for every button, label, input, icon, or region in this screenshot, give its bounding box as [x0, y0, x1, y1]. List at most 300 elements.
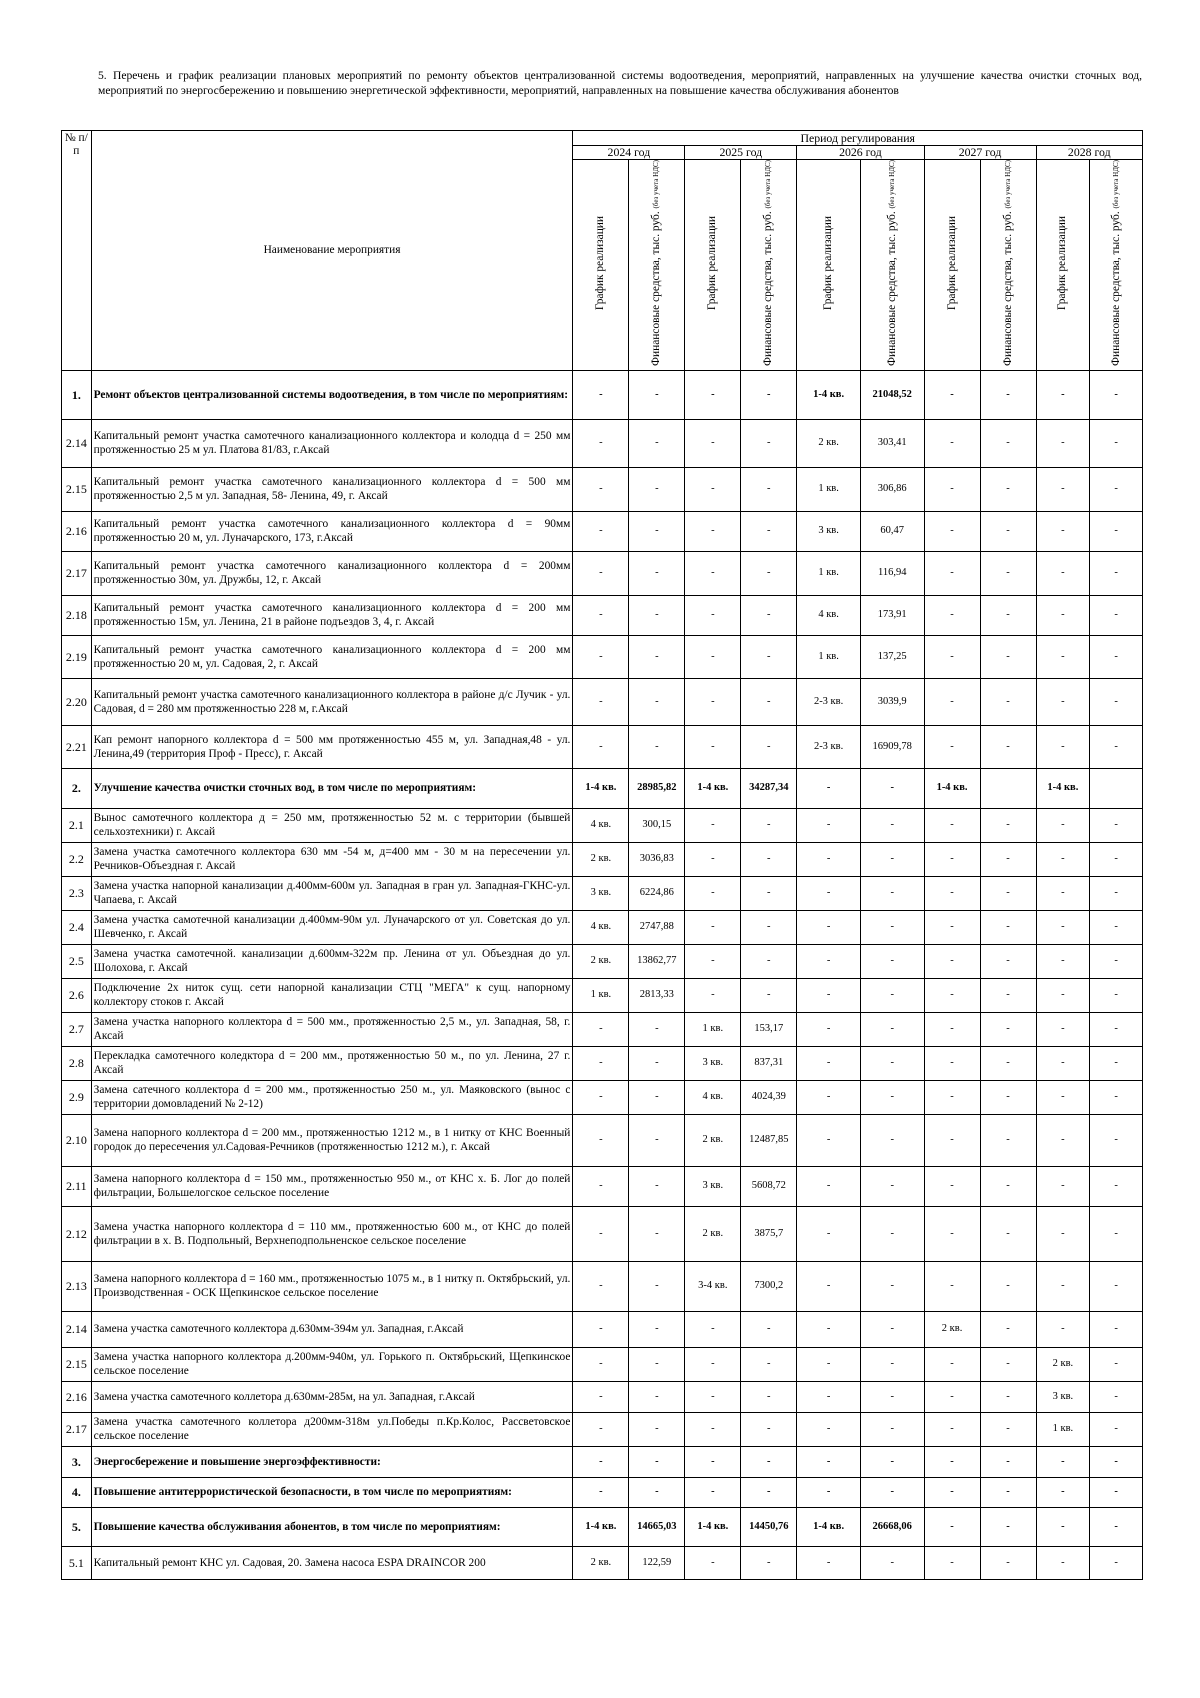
row-name: Перекладка самотечного коледктора d = 200 мм., протяженностью 50 м., по ул. Ленина, 27 г. Аксай — [91, 1046, 573, 1080]
table-row — [62, 1166, 1143, 1206]
row-schedule-cell: - — [924, 808, 980, 842]
row-finance-cell: - — [629, 1477, 685, 1507]
row-schedule-cell: - — [924, 876, 980, 910]
header-schedule-label: График реализации — [594, 215, 607, 311]
section-row — [62, 370, 1143, 419]
row-schedule-cell: 4 кв. — [573, 808, 629, 842]
row-finance-cell: - — [629, 1446, 685, 1477]
row-finance-cell: - — [1090, 635, 1143, 678]
row-name: Капитальный ремонт участка самотечного канализационного коллектора в районе д/с Лучик - ул. Садовая, d = 280 мм протяженностью 228 м, г.Аксай — [91, 678, 573, 725]
row-schedule-cell: - — [924, 1507, 980, 1546]
row-schedule-cell: - — [924, 551, 980, 595]
row-finance-cell: 14450,76 — [741, 1507, 797, 1546]
row-schedule-cell: - — [573, 595, 629, 635]
row-finance-cell: 12487,85 — [741, 1114, 797, 1166]
row-schedule-cell: 1 кв. — [797, 467, 861, 511]
row-number: 2. — [62, 768, 92, 808]
row-finance-cell: - — [741, 551, 797, 595]
table-row — [62, 978, 1143, 1012]
row-name: Замена участка самотечного коллектора д.630мм-394м ул. Западная, г.Аксай — [91, 1311, 573, 1347]
table-row — [62, 595, 1143, 635]
row-finance-cell: - — [1090, 1311, 1143, 1347]
row-schedule-cell: - — [573, 1347, 629, 1381]
row-finance-cell: - — [980, 419, 1036, 467]
row-schedule-cell: 2-3 кв. — [797, 678, 861, 725]
row-schedule-cell: 1-4 кв. — [573, 768, 629, 808]
row-schedule-cell: - — [924, 1477, 980, 1507]
table-row — [62, 910, 1143, 944]
row-schedule-cell: - — [685, 1546, 741, 1579]
header-num: № п/п — [62, 131, 92, 371]
row-name: Замена участка самотечного коллектора 630 мм -54 м, д=400 мм - 30 м на пересечении ул. Речников-Объездная г. Аксай — [91, 842, 573, 876]
row-schedule-cell: - — [1036, 370, 1090, 419]
row-finance-cell: - — [629, 595, 685, 635]
row-finance-cell: - — [741, 1477, 797, 1507]
row-finance-cell: - — [860, 1012, 924, 1046]
row-schedule-cell: - — [1036, 511, 1090, 551]
row-schedule-cell: 2 кв. — [573, 944, 629, 978]
row-schedule-cell: - — [797, 768, 861, 808]
row-finance-cell: - — [1090, 1546, 1143, 1579]
row-schedule-cell: 1-4 кв. — [685, 1507, 741, 1546]
row-schedule-cell: 2 кв. — [1036, 1347, 1090, 1381]
row-schedule-cell: - — [797, 1012, 861, 1046]
table-row — [62, 551, 1143, 595]
section-row — [62, 1446, 1143, 1477]
row-finance-cell: - — [629, 1206, 685, 1261]
row-schedule-cell: - — [924, 842, 980, 876]
row-schedule-cell: - — [573, 1477, 629, 1507]
row-finance-cell: - — [980, 876, 1036, 910]
row-number: 4. — [62, 1477, 92, 1507]
header-finance — [980, 160, 1036, 371]
row-schedule-cell: - — [924, 1046, 980, 1080]
row-number: 2.14 — [62, 419, 92, 467]
measures-table — [61, 130, 1143, 1580]
table-row — [62, 808, 1143, 842]
row-finance-cell — [980, 768, 1036, 808]
header-finance-main: Финансовые средства, тыс. руб. — [1109, 208, 1122, 366]
row-finance-cell: - — [741, 595, 797, 635]
row-finance-cell: - — [980, 370, 1036, 419]
row-finance-cell: - — [860, 910, 924, 944]
header-finance-main: Финансовые средства, тыс. руб. — [650, 208, 663, 366]
row-finance-cell: - — [741, 1546, 797, 1579]
row-name: Капитальный ремонт участка самотечного канализационного коллектора и колодца d = 250 мм протяженностью 25 м ул. Платова 81/83, г.Аксай — [91, 419, 573, 467]
row-name: Подключение 2х ниток сущ. сети напорной канализации СТЦ "МЕГА" к сущ. напорному коллектору стоков г. Аксай — [91, 978, 573, 1012]
row-finance-cell: - — [629, 1166, 685, 1206]
row-schedule-cell: - — [573, 1080, 629, 1114]
row-number: 2.16 — [62, 511, 92, 551]
header-finance-main: Финансовые средства, тыс. руб. — [1001, 208, 1014, 366]
row-schedule-cell: - — [924, 1114, 980, 1166]
row-finance-cell: 16909,78 — [860, 725, 924, 768]
row-finance-cell: - — [860, 876, 924, 910]
row-schedule-cell: - — [685, 1412, 741, 1446]
row-name: Ремонт объектов централизованной системы водоотведения, в том числе по мероприятиям: — [91, 370, 573, 419]
row-schedule-cell: - — [1036, 876, 1090, 910]
row-schedule-cell: - — [797, 1446, 861, 1477]
row-schedule-cell: - — [797, 1114, 861, 1166]
row-finance-cell: - — [860, 1311, 924, 1347]
row-schedule-cell: - — [685, 808, 741, 842]
row-name: Капитальный ремонт участка самотечного канализационного коллектора d = 200 мм протяженностью 20 м, ул. Садовая, 2, г. Аксай — [91, 635, 573, 678]
row-finance-cell: - — [980, 1477, 1036, 1507]
row-finance-cell: - — [860, 1546, 924, 1579]
row-schedule-cell: 3-4 кв. — [685, 1261, 741, 1311]
row-schedule-cell: - — [573, 370, 629, 419]
row-finance-cell: 122,59 — [629, 1546, 685, 1579]
row-schedule-cell: - — [685, 595, 741, 635]
row-schedule-cell: - — [1036, 1311, 1090, 1347]
row-schedule-cell: - — [685, 842, 741, 876]
row-schedule-cell: - — [1036, 1261, 1090, 1311]
row-finance-cell: - — [741, 944, 797, 978]
row-number: 2.8 — [62, 1046, 92, 1080]
header-finance — [860, 160, 924, 371]
header-finance-main: Финансовые средства, тыс. руб. — [885, 208, 898, 366]
row-finance-cell: - — [629, 1080, 685, 1114]
row-schedule-cell: - — [573, 725, 629, 768]
row-finance-cell: - — [1090, 725, 1143, 768]
row-schedule-cell: - — [924, 678, 980, 725]
row-finance-cell: - — [860, 1261, 924, 1311]
row-name: Капитальный ремонт участка самотечного канализационного коллектора d = 90мм протяженностью 20 м, ул. Луначарского, 173, г.Аксай — [91, 511, 573, 551]
row-finance-cell: - — [741, 678, 797, 725]
row-schedule-cell: - — [685, 370, 741, 419]
row-name: Замена участка напорного коллектора д.200мм-940м, ул. Горького п. Октябрьский, Щепкинское сельское поселение — [91, 1347, 573, 1381]
row-schedule-cell: - — [797, 978, 861, 1012]
row-finance-cell: 28985,82 — [629, 768, 685, 808]
row-schedule-cell: - — [797, 1261, 861, 1311]
row-finance-cell: - — [980, 808, 1036, 842]
row-schedule-cell: - — [685, 551, 741, 595]
table-row — [62, 1114, 1143, 1166]
table-row — [62, 876, 1143, 910]
row-finance-cell: 60,47 — [860, 511, 924, 551]
header-finance-main: Финансовые средства, тыс. руб. — [762, 208, 775, 366]
row-finance-cell: 5608,72 — [741, 1166, 797, 1206]
row-schedule-cell: 1-4 кв. — [797, 1507, 861, 1546]
row-schedule-cell: 2 кв. — [685, 1206, 741, 1261]
row-finance-cell: - — [1090, 678, 1143, 725]
row-finance-cell: 7300,2 — [741, 1261, 797, 1311]
row-schedule-cell: - — [1036, 944, 1090, 978]
row-schedule-cell: - — [924, 419, 980, 467]
row-schedule-cell: - — [1036, 419, 1090, 467]
row-schedule-cell: - — [797, 910, 861, 944]
row-schedule-cell: - — [797, 1046, 861, 1080]
row-schedule-cell: - — [573, 1412, 629, 1446]
row-finance-cell: - — [629, 1114, 685, 1166]
row-schedule-cell: 1 кв. — [1036, 1412, 1090, 1446]
row-schedule-cell: - — [573, 1166, 629, 1206]
row-finance-cell: - — [1090, 1381, 1143, 1412]
row-finance-cell: - — [629, 551, 685, 595]
row-schedule-cell: - — [924, 467, 980, 511]
row-schedule-cell: - — [924, 1347, 980, 1381]
row-schedule-cell: - — [1036, 978, 1090, 1012]
row-finance-cell: - — [741, 1446, 797, 1477]
row-schedule-cell: - — [797, 1381, 861, 1412]
row-schedule-cell: - — [924, 1012, 980, 1046]
row-finance-cell: - — [860, 1114, 924, 1166]
row-finance-cell: - — [980, 1347, 1036, 1381]
row-schedule-cell: - — [797, 1347, 861, 1381]
row-schedule-cell: 2 кв. — [797, 419, 861, 467]
row-finance-cell: - — [1090, 511, 1143, 551]
row-finance-cell: - — [741, 1347, 797, 1381]
row-number: 2.20 — [62, 678, 92, 725]
row-schedule-cell: - — [1036, 551, 1090, 595]
row-finance-cell: - — [980, 944, 1036, 978]
row-schedule-cell: 1-4 кв. — [1036, 768, 1090, 808]
row-finance-cell: - — [629, 1261, 685, 1311]
row-finance-cell: - — [741, 725, 797, 768]
row-schedule-cell: - — [1036, 1046, 1090, 1080]
row-finance-cell: - — [860, 978, 924, 1012]
row-finance-cell: - — [980, 725, 1036, 768]
header-finance — [629, 160, 685, 371]
row-finance-cell: 2813,33 — [629, 978, 685, 1012]
header-finance — [1090, 160, 1143, 371]
row-name: Улучшение качества очистки сточных вод, в том числе по мероприятиям: — [91, 768, 573, 808]
row-number: 2.1 — [62, 808, 92, 842]
header-finance-label — [762, 160, 775, 366]
row-name: Вынос самотечного коллектора д = 250 мм, протяженностью 52 м. с территории (бывшей сельхозтехники) г. Аксай — [91, 808, 573, 842]
row-finance-cell: - — [629, 1311, 685, 1347]
row-schedule-cell: 1-4 кв. — [685, 768, 741, 808]
header-name: Наименование мероприятия — [91, 131, 573, 371]
row-finance-cell: - — [860, 1046, 924, 1080]
table-row — [62, 467, 1143, 511]
row-finance-cell: - — [741, 511, 797, 551]
row-schedule-cell: - — [685, 467, 741, 511]
row-schedule-cell: - — [573, 511, 629, 551]
row-finance-cell: - — [629, 419, 685, 467]
row-schedule-cell: - — [685, 1446, 741, 1477]
row-finance-cell: - — [1090, 1261, 1143, 1311]
row-finance-cell: - — [1090, 1080, 1143, 1114]
row-schedule-cell: 1 кв. — [685, 1012, 741, 1046]
row-schedule-cell: - — [924, 1546, 980, 1579]
header-finance-note: (без учета НДС) — [652, 160, 661, 209]
row-number: 2.4 — [62, 910, 92, 944]
row-schedule-cell: - — [573, 467, 629, 511]
row-name: Замена напорного коллектора d = 160 мм., протяженностью 1075 м., в 1 нитку п. Октябрьский, ул. Производственная - ОСК Щепкинское сельское поселение — [91, 1261, 573, 1311]
row-schedule-cell: - — [685, 1311, 741, 1347]
row-name: Повышение антитеррористической безопасности, в том числе по мероприятиям: — [91, 1477, 573, 1507]
row-schedule-cell: - — [797, 876, 861, 910]
row-finance-cell: - — [741, 842, 797, 876]
row-finance-cell: - — [1090, 551, 1143, 595]
row-number: 2.19 — [62, 635, 92, 678]
row-finance-cell: - — [860, 842, 924, 876]
row-schedule-cell: - — [1036, 1546, 1090, 1579]
row-schedule-cell: - — [1036, 595, 1090, 635]
row-name: Капитальный ремонт участка самотечного канализационного коллектора d = 200мм протяженностью 30м, ул. Дружбы, 12, г. Аксай — [91, 551, 573, 595]
table-header — [62, 131, 1143, 371]
row-schedule-cell: - — [1036, 467, 1090, 511]
row-finance-cell: 3875,7 — [741, 1206, 797, 1261]
row-schedule-cell: - — [924, 511, 980, 551]
row-finance-cell: - — [1090, 595, 1143, 635]
row-schedule-cell: - — [573, 1446, 629, 1477]
row-schedule-cell: - — [797, 944, 861, 978]
row-number: 2.16 — [62, 1381, 92, 1412]
table-row — [62, 842, 1143, 876]
row-schedule-cell: 3 кв. — [685, 1046, 741, 1080]
row-finance-cell: - — [1090, 808, 1143, 842]
row-finance-cell: - — [1090, 1347, 1143, 1381]
row-schedule-cell: - — [573, 1206, 629, 1261]
row-finance-cell: - — [741, 808, 797, 842]
row-finance-cell: - — [980, 1546, 1036, 1579]
row-finance-cell: - — [980, 678, 1036, 725]
row-schedule-cell: - — [1036, 678, 1090, 725]
row-finance-cell: - — [1090, 1477, 1143, 1507]
row-finance-cell: - — [1090, 842, 1143, 876]
row-schedule-cell: - — [924, 1446, 980, 1477]
row-finance-cell: - — [980, 1311, 1036, 1347]
row-number: 2.14 — [62, 1311, 92, 1347]
header-schedule — [797, 160, 861, 371]
row-finance-cell: - — [860, 768, 924, 808]
row-number: 5.1 — [62, 1546, 92, 1579]
row-finance-cell: - — [980, 1446, 1036, 1477]
row-schedule-cell: - — [573, 551, 629, 595]
row-name: Замена напорного коллектора d = 150 мм., протяженностью 950 м., от КНС х. Б. Лог до полей фильтрации, Большелогское сельское поселение — [91, 1166, 573, 1206]
row-finance-cell: - — [1090, 978, 1143, 1012]
row-finance-cell: - — [860, 1412, 924, 1446]
row-finance-cell: - — [860, 1446, 924, 1477]
table-row — [62, 1261, 1143, 1311]
row-number: 5. — [62, 1507, 92, 1546]
row-schedule-cell: 1-4 кв. — [924, 768, 980, 808]
row-schedule-cell: 3 кв. — [685, 1166, 741, 1206]
row-finance-cell: 837,31 — [741, 1046, 797, 1080]
row-name: Замена участка напорной канализации д.400мм-600м ул. Западная в гран ул. Западная-ГКНС-ул. Чапаева, г. Аксай — [91, 876, 573, 910]
row-schedule-cell: 2 кв. — [573, 1546, 629, 1579]
row-finance-cell: - — [980, 1507, 1036, 1546]
row-schedule-cell: - — [924, 1381, 980, 1412]
row-number: 2.17 — [62, 1412, 92, 1446]
row-finance-cell: - — [629, 1412, 685, 1446]
row-schedule-cell: 2 кв. — [685, 1114, 741, 1166]
row-finance-cell — [1090, 768, 1143, 808]
row-number: 2.21 — [62, 725, 92, 768]
row-number: 2.12 — [62, 1206, 92, 1261]
row-number: 2.7 — [62, 1012, 92, 1046]
header-schedule — [573, 160, 629, 371]
row-schedule-cell: - — [797, 842, 861, 876]
row-name: Замена участка самотечной канализации д.400мм-90м ул. Луначарского от ул. Советская до ул. Шевченко, г. Аксай — [91, 910, 573, 944]
row-finance-cell: - — [629, 1046, 685, 1080]
row-finance-cell: - — [629, 511, 685, 551]
row-schedule-cell: - — [573, 1381, 629, 1412]
table-body — [62, 370, 1143, 1579]
row-finance-cell: - — [629, 1012, 685, 1046]
row-schedule-cell: - — [797, 1080, 861, 1114]
header-year: 2026 год — [797, 146, 924, 160]
row-number: 2.15 — [62, 467, 92, 511]
row-finance-cell: 14665,03 — [629, 1507, 685, 1546]
row-schedule-cell: - — [797, 1412, 861, 1446]
row-schedule-cell: - — [797, 1166, 861, 1206]
row-finance-cell: - — [1090, 876, 1143, 910]
row-schedule-cell: - — [573, 1012, 629, 1046]
row-schedule-cell: - — [924, 635, 980, 678]
row-finance-cell: - — [741, 978, 797, 1012]
row-schedule-cell: - — [1036, 1166, 1090, 1206]
row-schedule-cell: - — [1036, 1206, 1090, 1261]
row-schedule-cell: - — [924, 944, 980, 978]
header-finance — [741, 160, 797, 371]
section-row — [62, 768, 1143, 808]
row-finance-cell: - — [980, 1012, 1036, 1046]
header-finance-label — [1110, 160, 1123, 366]
row-schedule-cell: 4 кв. — [685, 1080, 741, 1114]
row-number: 2.17 — [62, 551, 92, 595]
row-number: 2.13 — [62, 1261, 92, 1311]
row-finance-cell: - — [1090, 370, 1143, 419]
row-schedule-cell: - — [797, 808, 861, 842]
header-finance-label — [886, 160, 899, 366]
row-number: 2.3 — [62, 876, 92, 910]
row-finance-cell: - — [629, 370, 685, 419]
table-row — [62, 1206, 1143, 1261]
row-name: Замена участка напорного коллектора d = 500 мм., протяженностью 2,5 м., ул. Западная, 58, г. Аксай — [91, 1012, 573, 1046]
row-finance-cell: - — [980, 842, 1036, 876]
row-schedule-cell: - — [685, 678, 741, 725]
row-schedule-cell: - — [1036, 1012, 1090, 1046]
row-finance-cell: - — [741, 876, 797, 910]
row-schedule-cell: 1 кв. — [573, 978, 629, 1012]
row-schedule-cell: - — [924, 1166, 980, 1206]
row-name: Повышение качества обслуживания абонентов, в том числе по мероприятиям: — [91, 1507, 573, 1546]
table-row — [62, 944, 1143, 978]
row-finance-cell: - — [629, 1381, 685, 1412]
row-name: Замена участка самотечного коллетора д200мм-318м ул.Победы п.Кр.Колос, Рассветовское сельское поселение — [91, 1412, 573, 1446]
header-schedule — [924, 160, 980, 371]
row-schedule-cell: - — [924, 1261, 980, 1311]
row-finance-cell: - — [860, 1347, 924, 1381]
row-schedule-cell: - — [573, 635, 629, 678]
table-row — [62, 1046, 1143, 1080]
row-schedule-cell: - — [685, 1347, 741, 1381]
row-finance-cell: 153,17 — [741, 1012, 797, 1046]
row-finance-cell: - — [629, 725, 685, 768]
row-number: 2.6 — [62, 978, 92, 1012]
row-schedule-cell: - — [685, 725, 741, 768]
row-name: Капитальный ремонт участка самотечного канализационного коллектора d = 500 мм протяженностью 2,5 м ул. Западная, 58- Ленина, 49, г. Аксай — [91, 467, 573, 511]
row-name: Замена участка самотечной. канализации д.600мм-322м пр. Ленина от ул. Объездная до ул. Шолохова, г. Аксай — [91, 944, 573, 978]
row-finance-cell: - — [860, 1166, 924, 1206]
row-schedule-cell: 4 кв. — [573, 910, 629, 944]
row-schedule-cell: - — [685, 1381, 741, 1412]
row-finance-cell: 21048,52 — [860, 370, 924, 419]
row-schedule-cell: - — [573, 1046, 629, 1080]
header-schedule-label: График реализации — [706, 215, 719, 311]
row-schedule-cell: - — [797, 1206, 861, 1261]
row-finance-cell: 34287,34 — [741, 768, 797, 808]
row-finance-cell: - — [741, 370, 797, 419]
row-finance-cell: 137,25 — [860, 635, 924, 678]
row-finance-cell: - — [629, 467, 685, 511]
row-schedule-cell: 1 кв. — [797, 551, 861, 595]
row-schedule-cell: - — [685, 419, 741, 467]
row-finance-cell: - — [980, 1166, 1036, 1206]
